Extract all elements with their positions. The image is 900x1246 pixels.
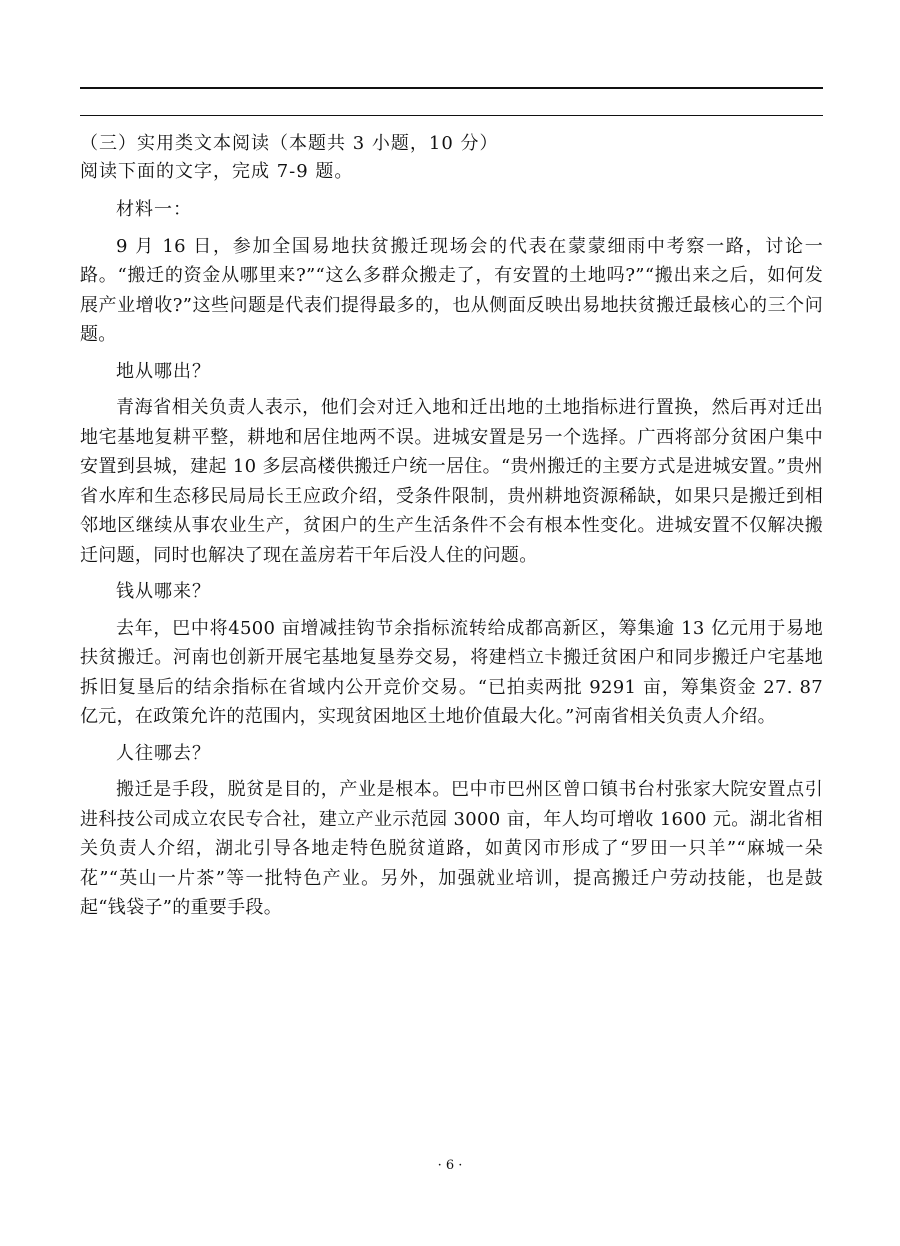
money-paragraph: 去年，巴中将4500 亩增减挂钩节余指标流转给成都高新区，筹集逾 13 亿元用于易地扶贫搬迁。河南也创新开展宅基地复垦券交易，将建档立卡搬迁贫困户和同步搬迁户宅基地拆旧复垦后的结余指标在省域内公开竞价交易。“已拍卖两批 9291 亩，筹集资金 27. 87 亿元，在政策允许的范围内，实现贫困地区土地价值最大化。”河南省相关负责人介绍。 xyxy=(80,617,823,727)
people-paragraph: 搬迁是手段，脱贫是目的，产业是根本。巴中市巴州区曾口镇书台村张家大院安置点引进科技公司成立农民专合社，建立产业示范园 3000 亩，年人均可增收 1600 元。湖北省相关负责人介绍，湖北引导各地走特色脱贫道路，如黄冈市形成了“罗田一只羊”“麻城一朵花”“英山一片茶”等一批特色产业。另外，加强就业培训，提高搬迁户劳动技能，也是鼓起“钱袋子”的重要手段。 xyxy=(80,779,823,918)
document-body xyxy=(80,130,823,930)
intro-paragraph: 9 月 16 日，参加全国易地扶贫搬迁现场会的代表在蒙蒙细雨中考察一路，讨论一路。“搬迁的资金从哪里来?”“这么多群众搬走了，有安置的土地吗?”“搬出来之后，如何发展产业增收?”这些问题是代表们提得最多的，也从侧面反映出易地扶贫搬迁最核心的三个问题。 xyxy=(80,235,823,345)
question-heading-people: 人往哪去？ xyxy=(116,742,211,764)
land-paragraph: 青海省相关负责人表示，他们会对迁入地和迁出地的土地指标进行置换，然后再对迁出地宅基地复耕平整，耕地和居住地两不误。进城安置是另一个选择。广西将部分贫困户集中安置到县城，建起 10 多层高楼供搬迁户统一居住。“贵州搬迁的主要方式是进城安置。”贵州省水库和生态移民局局长王应政介绍，受条件限制，贵州耕地资源稀缺，如果只是搬迁到相邻地区继续从事农业生产，贫困户的生产生活条件不会有根本性变化。进城安置不仅解决搬迁问题，同时也解决了现在盖房若干年后没人住的问题。 xyxy=(80,397,823,566)
question-heading-money: 钱从哪来？ xyxy=(116,581,211,602)
question-heading-land: 地从哪出？ xyxy=(116,360,211,382)
instruction-text: 阅读下面的文字，完成 7-9 题。 xyxy=(80,161,354,182)
material-label: 材料一： xyxy=(116,199,192,220)
header-rule-bottom xyxy=(80,115,823,116)
section-title: （三）实用类文本阅读（本题共 3 小题，10 分） xyxy=(80,133,499,154)
header-rule-top xyxy=(80,87,823,89)
page-number: · 6 · xyxy=(437,1158,463,1173)
